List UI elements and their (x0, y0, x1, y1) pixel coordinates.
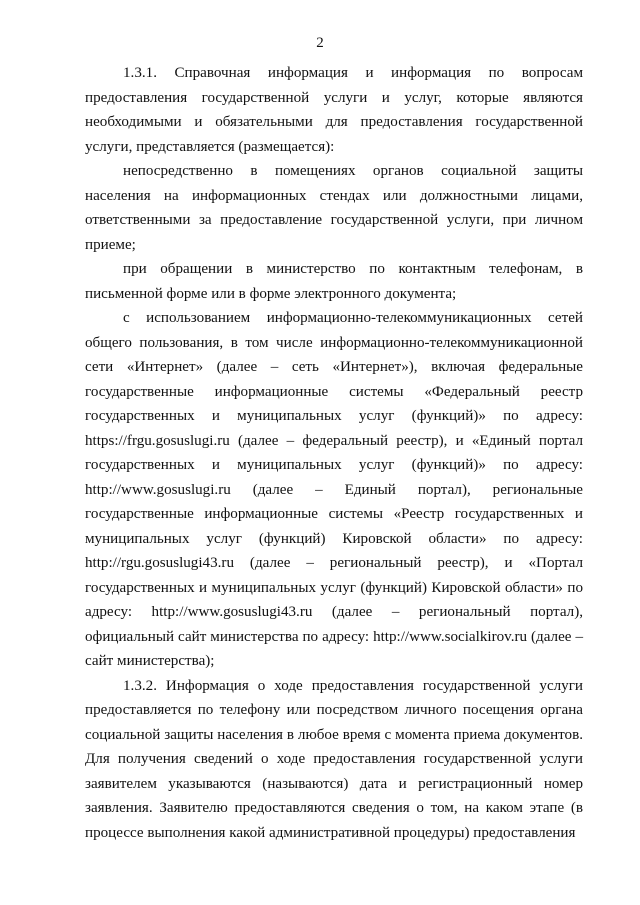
paragraph-in-premises: непосредственно в помещениях органов социальной защиты населения на информационных стендах или должностными лицами, ответственными за предоставление государственной услуги, при личном приеме; (85, 163, 583, 253)
page-number: 2 (316, 35, 324, 51)
paragraph-1-3-2: 1.3.2. Информация о ходе предоставления государственной услуги предоставляется по телефону или посредством личного посещения органа социальной защиты населения в любое время с момента приема документов. Для получения сведений о ходе предоставления государственной услуги заявителем указываются (называются) дата и регистрационный номер заявления. Заявителю предоставляются сведения о том, на каком этапе (в процессе выполнения какой административной процедуры) предоставления (85, 677, 583, 841)
paragraph-contact-phones: при обращении в министерство по контактным телефонам, в письменной форме или в форме электронного документа; (85, 261, 583, 302)
paragraph-1-3-1: 1.3.1. Справочная информация и информация по вопросам предоставления государственной услуги и услуг, которые являются необходимыми и обязательными для предоставления государственной услуги, представляется (размещается): (85, 65, 583, 155)
document-body (85, 61, 583, 845)
paragraph-internet-networks: с использованием информационно-телекоммуникационных сетей общего пользования, в том числе информационно-телекоммуникационной сети «Интернет» (далее – сеть «Интернет»), включая федеральные государственные информационные системы «Федеральный реестр государственных и муниципальных услуг (функций)» по адресу: https://frgu.gosuslugi.ru (далее – федеральный реестр), и «Единый портал государственных и муниципальных услуг (функций)» по адресу: http://www.gosuslugi.ru (далее – Единый портал), региональные государственные информационные системы «Реестр государственных и муниципальных услуг (функций) Кировской области» по адресу: http://rgu.gosuslugi43.ru (далее – региональный реестр), и «Портал государственных и муниципальных услуг (функций) Кировской области» по адресу: http://www.gosuslugi43.ru (далее – региональный портал), официальный сайт министерства по адресу: http://www.socialkirov.ru (далее – сайт министерства); (85, 310, 583, 669)
